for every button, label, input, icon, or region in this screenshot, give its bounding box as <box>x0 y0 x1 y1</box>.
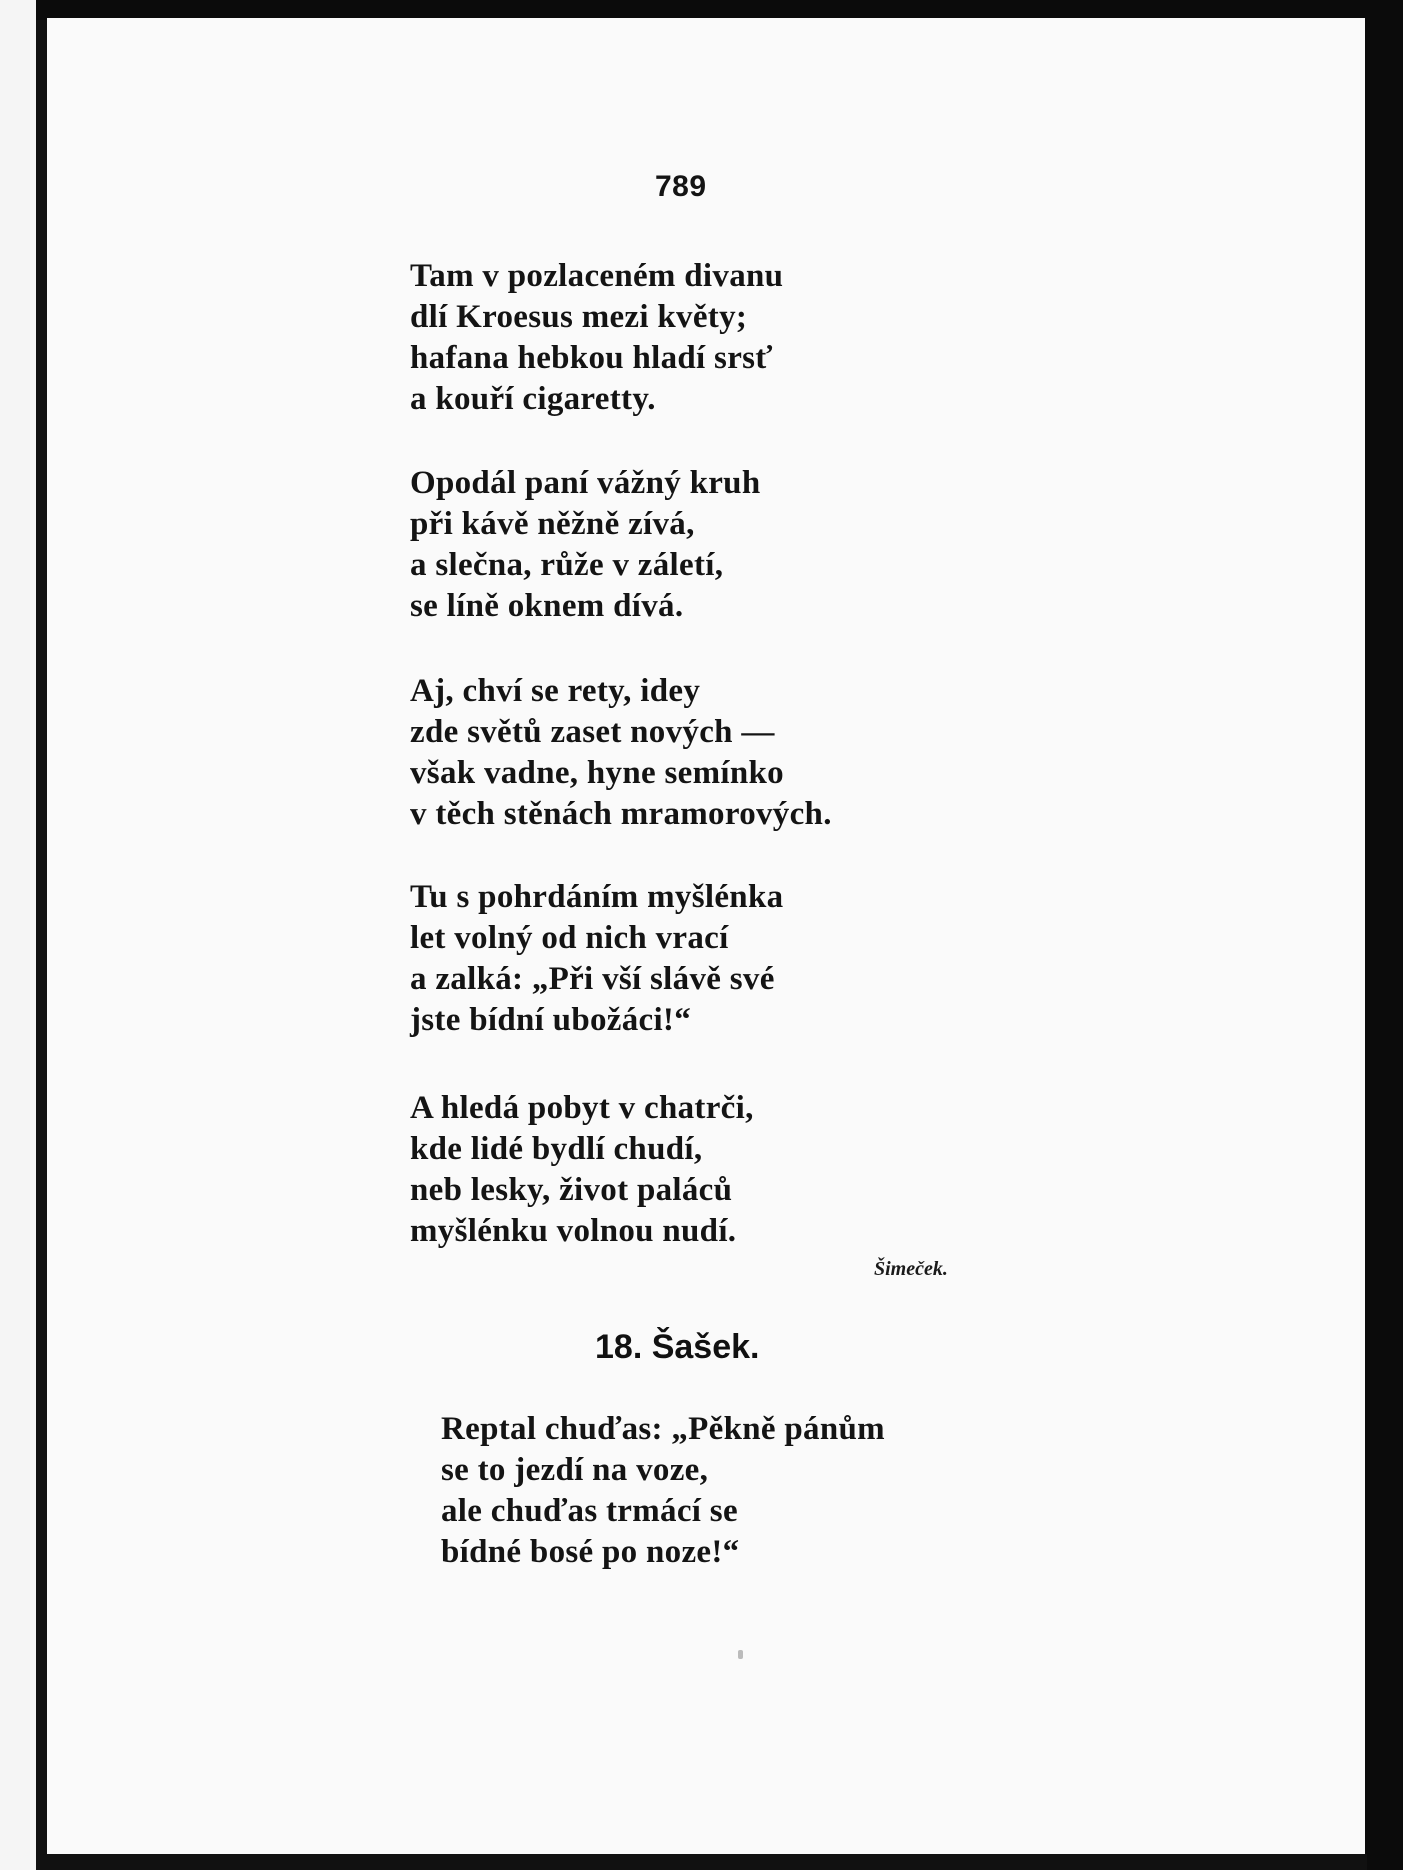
poem1-stanza-2 <box>410 463 760 627</box>
verse-line: v těch stěnách mramorových. <box>410 796 832 832</box>
verse-line: bídné bosé po noze!“ <box>441 1534 740 1570</box>
verse-line: myšlénku volnou nudí. <box>410 1213 737 1249</box>
poem-heading: 18. Šašek. <box>595 1328 760 1366</box>
verse-line: zde světů zaset nových — <box>410 714 775 750</box>
poem2-stanza-1 <box>441 1409 885 1573</box>
verse-line: Aj, chví se rety, idey <box>410 673 701 709</box>
verse-line: však vadne, hyne semínko <box>410 755 784 791</box>
verse-line: Opodál paní vážný kruh <box>410 465 761 501</box>
verse-line: hafana hebkou hladí srsť <box>410 340 773 376</box>
verse-line: a slečna, růže v záletí, <box>410 547 724 583</box>
verse-line: Tu s pohrdáním myšlénka <box>410 879 784 915</box>
binding-edge <box>36 20 47 1870</box>
verse-line: A hledá pobyt v chatrči, <box>410 1090 754 1126</box>
verse-line: ale chuďas trmácí se <box>441 1493 738 1529</box>
verse-line: se líně oknem dívá. <box>410 588 684 624</box>
poem1-stanza-1 <box>410 256 783 420</box>
verse-line: a kouří cigaretty. <box>410 381 656 417</box>
bottom-edge <box>47 1854 1367 1870</box>
poem1-stanza-3 <box>410 671 832 835</box>
page-number: 789 <box>655 170 707 203</box>
verse-line: neb lesky, život paláců <box>410 1172 733 1208</box>
left-margin <box>0 0 36 1870</box>
poem1-stanza-5 <box>410 1088 754 1252</box>
verse-line: při kávě něžně zívá, <box>410 506 695 542</box>
poem1-stanza-4 <box>410 877 783 1041</box>
verse-line: Tam v pozlaceném divanu <box>410 258 784 294</box>
verse-line: Reptal chuďas: „Pěkně pánům <box>441 1411 885 1447</box>
verse-line: a zalká: „Při vší slávě své <box>410 961 775 997</box>
verse-line: dlí Kroesus mezi květy; <box>410 299 748 335</box>
print-speck <box>738 1650 743 1659</box>
verse-line: se to jezdí na voze, <box>441 1452 709 1488</box>
verse-line: kde lidé bydlí chudí, <box>410 1131 703 1167</box>
author-signature: Šimeček. <box>874 1258 948 1280</box>
verse-line: let volný od nich vrací <box>410 920 729 956</box>
verse-line: jste bídní ubožáci!“ <box>410 1002 692 1038</box>
